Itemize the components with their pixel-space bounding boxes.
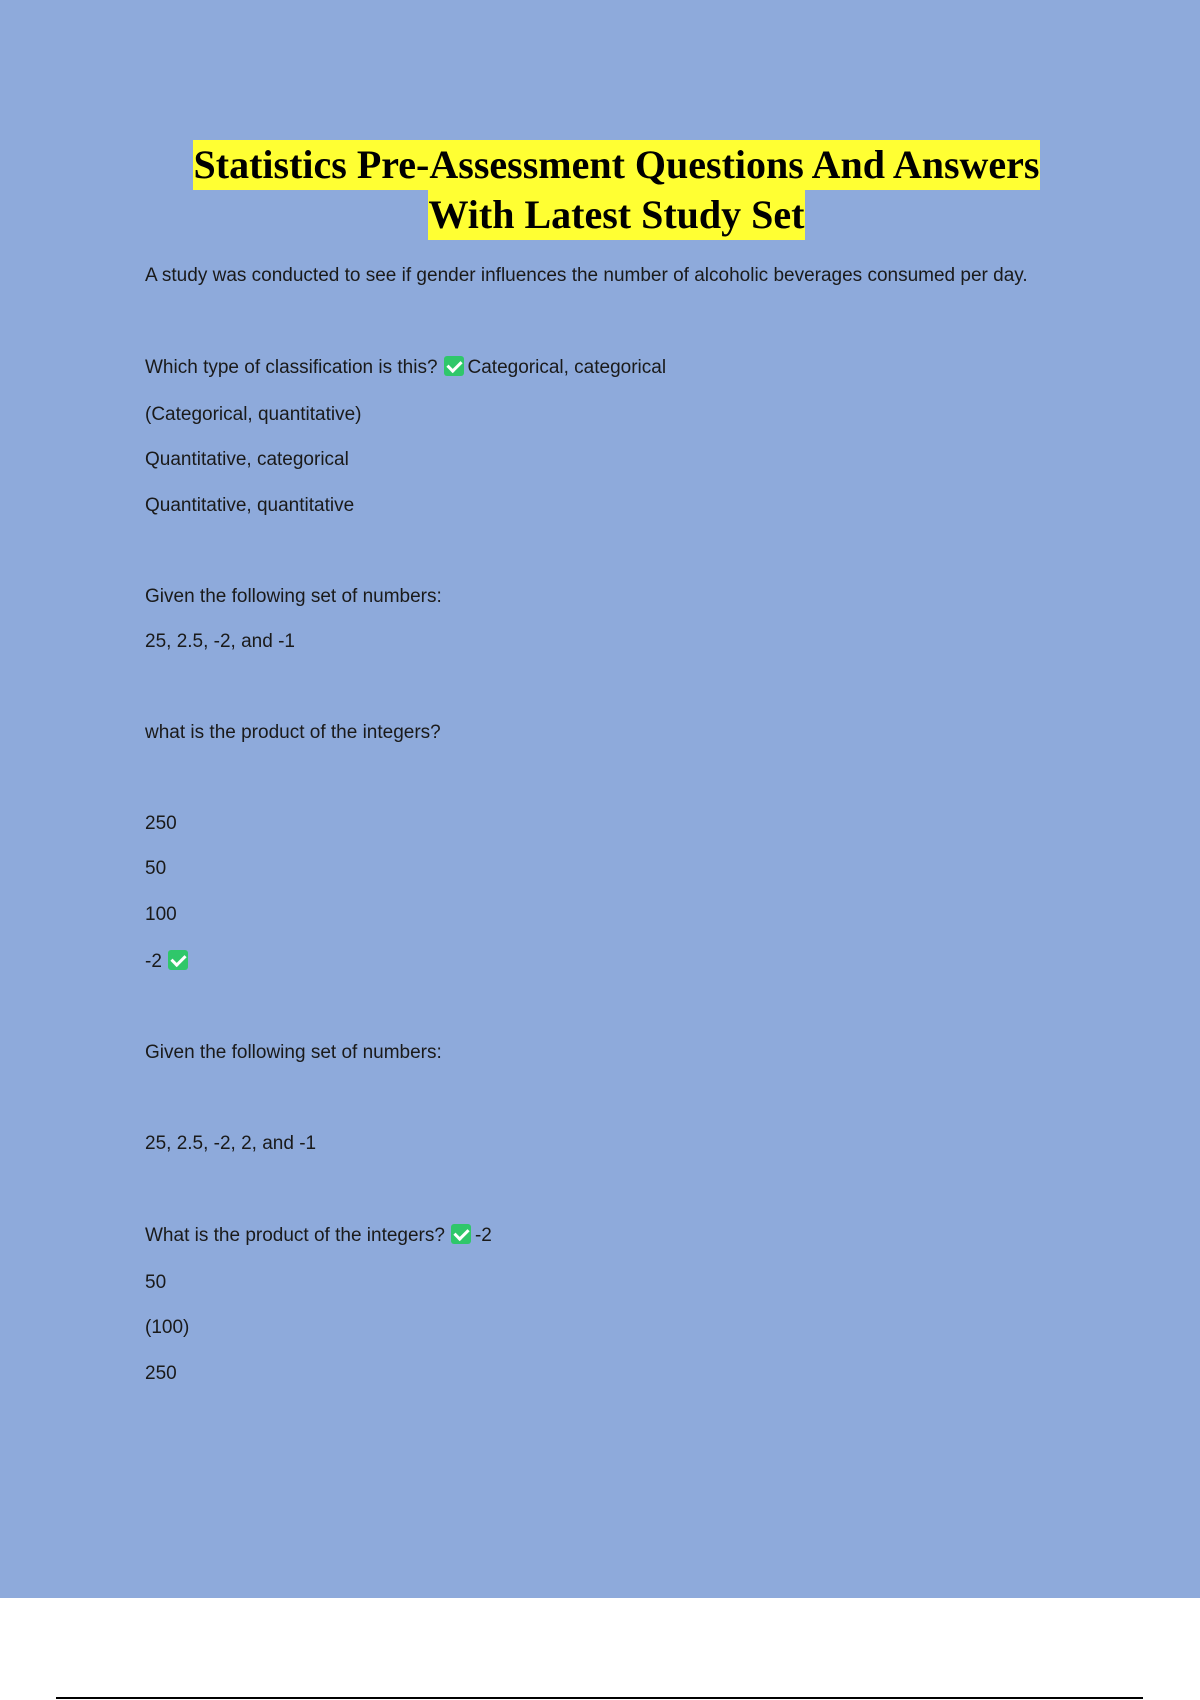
title-line-1: Statistics Pre-Assessment Questions And Answers: [193, 140, 1041, 190]
q1-option: Quantitative, quantitative: [145, 495, 355, 516]
q1-answer: Categorical, categorical: [467, 357, 667, 378]
q1-option: Quantitative, categorical: [145, 449, 349, 470]
q3-option: (100): [145, 1317, 190, 1338]
title-line-2: With Latest Study Set: [428, 190, 806, 240]
document-title: [0, 140, 1200, 240]
q1-question: Which type of classification is this?: [145, 357, 438, 378]
q3-option: 50: [145, 1272, 167, 1293]
q3-answer: -2: [474, 1225, 492, 1246]
q2-option: 50: [145, 858, 167, 879]
q3-numbers: 25, 2.5, -2, 2, and -1: [145, 1133, 317, 1154]
check-mark-icon: [451, 1224, 471, 1244]
q3-prompt: Given the following set of numbers:: [145, 1042, 442, 1063]
q2-option: 100: [145, 904, 177, 925]
check-mark-icon: [168, 950, 188, 970]
q1-question-line: [145, 356, 666, 380]
q3-question-line: [145, 1224, 492, 1248]
q2-question: what is the product of the integers?: [145, 722, 441, 743]
q2-correct-option-line: [145, 950, 192, 974]
q2-option: -2: [145, 951, 162, 972]
q2-option: 250: [145, 813, 177, 834]
footer-divider: [56, 1697, 1143, 1699]
q2-prompt: Given the following set of numbers:: [145, 586, 442, 607]
q2-numbers: 25, 2.5, -2, and -1: [145, 631, 295, 652]
q3-question: What is the product of the integers?: [145, 1225, 445, 1246]
intro-text: A study was conducted to see if gender influences the number of alcoholic beverages consumed per day.: [145, 265, 1028, 286]
q1-option: (Categorical, quantitative): [145, 404, 362, 425]
q3-option: 250: [145, 1363, 177, 1384]
check-mark-icon: [444, 356, 464, 376]
